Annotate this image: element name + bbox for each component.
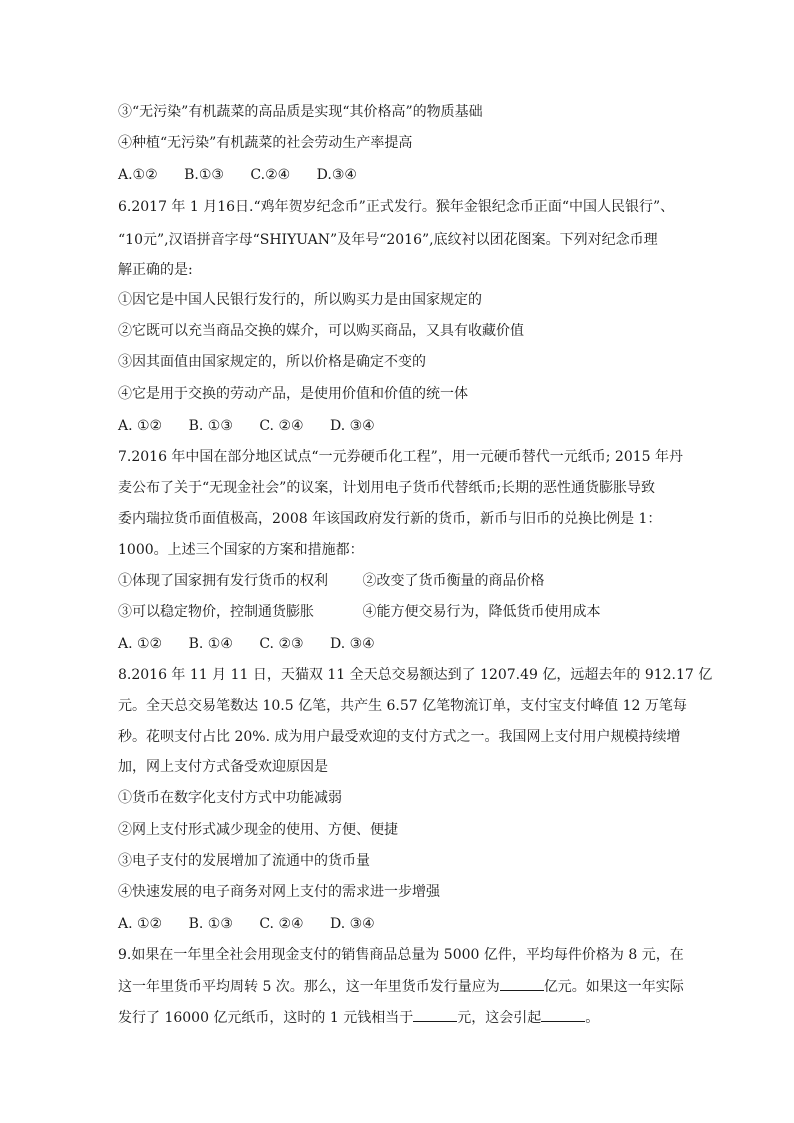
q8-stem-line-1: 8.2016 年 11 月 11 日，天猫双 11 全天总交易额达到了 1207.49 亿，远超去年的 912.17 亿	[118, 667, 713, 683]
q6-item-2: ②它既可以充当商品交换的媒介，可以购买商品，又具有收藏价值	[118, 323, 524, 339]
q6-item-4: ④它是用于交换的劳动产品，是使用价值和价值的统一体	[118, 386, 468, 402]
q7-option-b: B. ①④	[188, 636, 233, 652]
q6-item-1: ①因它是中国人民银行发行的，所以购买力是由国家规定的	[118, 292, 482, 308]
q5-option-d: D.③④	[316, 167, 357, 183]
q7-stem-line-3: 委内瑞拉货币面值极高，2008 年该国政府发行新的货币，新币与旧币的兑换比例是 1：	[118, 511, 662, 527]
q6-stem-line-1: 6.2017 年 1 月16日.“鸡年贺岁纪念币”正式发行。猴年金银纪念币正面“中国人民银行”、	[118, 199, 675, 215]
q8-item-1: ①货币在数字化支付方式中功能减弱	[118, 790, 342, 806]
q8-option-a: A. ①②	[118, 916, 163, 932]
q9-line-1: 9.如果在一年里全社会用现金支付的销售商品总量为 5000 亿件，平均每件价格为 8 元，在	[118, 947, 684, 963]
q8-option-c: C. ②④	[259, 916, 304, 932]
q8-stem-line-2: 元。全天总交易笔数达 10.5 亿笔，共产生 6.57 亿笔物流订单，支付宝支付峰值 12 万笔每	[118, 698, 687, 714]
q9-blank-3	[541, 1007, 585, 1022]
q6-option-c: C. ②④	[259, 418, 304, 434]
q6-option-a: A. ①②	[118, 418, 163, 434]
q6-options	[118, 416, 397, 436]
q9-line-3	[118, 1007, 599, 1027]
q9-line-3-text-a: 发行了 16000 亿元纸币，这时的 1 元钱相当于	[118, 1010, 414, 1026]
q9-line-3-text-c: 。	[585, 1010, 600, 1026]
q8-option-d: D. ③④	[330, 916, 375, 932]
q7-items-row-1	[118, 571, 544, 591]
q6-stem-line-2: “10元”,汉语拼音字母“SHIYUAN”及年号“2016”,底纹衬以团花图案。下列对纪念币理	[118, 232, 658, 248]
q7-items-row-2	[118, 602, 600, 622]
q6-option-b: B. ①③	[188, 418, 233, 434]
q9-line-3-text-b: 元，这会引起	[457, 1010, 542, 1026]
q7-option-a: A. ①②	[118, 636, 163, 652]
q5-option-a: A.①②	[118, 167, 158, 183]
q9-blank-2	[413, 1007, 457, 1022]
q8-option-b: B. ①③	[188, 916, 233, 932]
q7-option-c: C. ②③	[259, 636, 304, 652]
q5-item-3: ③“无污染”有机蔬菜的高品质是实现“其价格高”的物质基础	[118, 104, 483, 120]
q9-line-2-text-a: 这一年里货币平均周转 5 次。那么，这一年里货币发行量应为	[118, 979, 500, 995]
q5-option-b: B.①③	[184, 167, 224, 183]
q7-stem-line-2: 麦公布了关于“无现金社会”的议案，计划用电子货币代替纸币;长期的恶性通货膨胀导致	[118, 480, 656, 496]
q7-item-1: ①体现了国家拥有发行货币的权利	[118, 573, 328, 589]
q8-item-3: ③电子支付的发展增加了流通中的货币量	[118, 853, 370, 869]
q5-option-c: C.②④	[250, 167, 291, 183]
q9-line-2-text-b: 亿元。如果这一年实际	[543, 979, 684, 995]
q6-option-d: D. ③④	[330, 418, 375, 434]
q8-stem-line-4: 加，网上支付方式备受欢迎原因是	[118, 759, 328, 775]
q5-options	[118, 165, 379, 185]
q7-stem-line-4: 1000。上述三个国家的方案和措施都：	[118, 542, 364, 558]
q6-stem-line-3: 解正确的是:	[118, 262, 193, 278]
q7-options	[118, 634, 397, 654]
q7-item-2: ②改变了货币衡量的商品价格	[362, 573, 545, 589]
q9-line-2	[118, 976, 684, 996]
q7-item-4: ④能方便交易行为，降低货币使用成本	[362, 604, 601, 620]
q5-item-4: ④种植“无污染”有机蔬菜的社会劳动生产率提高	[118, 135, 413, 151]
q7-item-3: ③可以稳定物价，控制通货膨胀	[118, 604, 314, 620]
q8-item-2: ②网上支付形式减少现金的使用、方便、便捷	[118, 822, 398, 838]
q7-option-d: D. ③④	[330, 636, 375, 652]
q8-stem-line-3: 秒。花呗支付占比 20%. 成为用户最受欢迎的支付方式之一。我国网上支付用户规模持续增	[118, 729, 681, 745]
q8-options	[118, 914, 397, 934]
q7-stem-line-1: 7.2016 年中国在部分地区试点“一元券硬币化工程”，用一元硬币替代一元纸币; 2015 年丹	[118, 449, 683, 465]
q6-item-3: ③因其面值由国家规定的，所以价格是确定不变的	[118, 354, 426, 370]
q9-blank-1	[500, 976, 544, 991]
q8-item-4: ④快速发展的电子商务对网上支付的需求进一步增强	[118, 884, 440, 900]
